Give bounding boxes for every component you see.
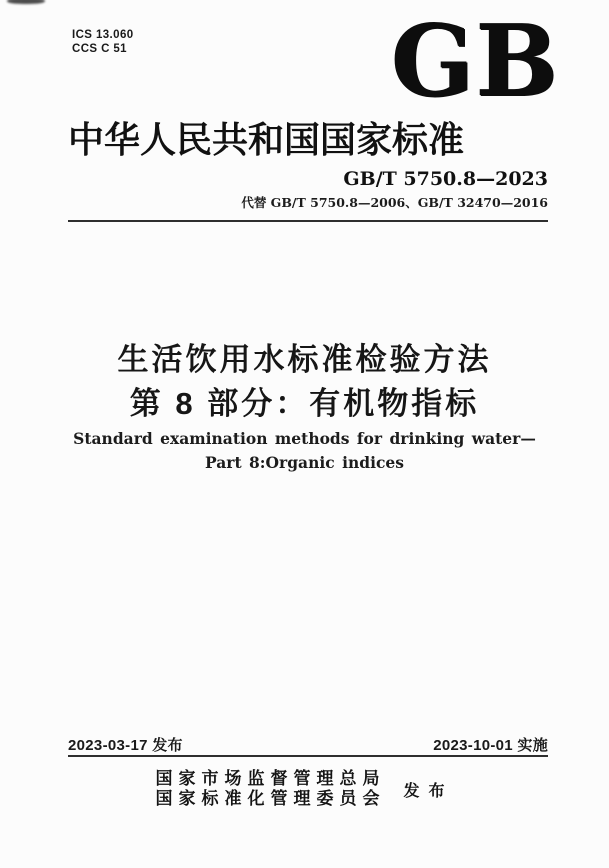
issuer-block bbox=[0, 769, 609, 809]
ccs-code: CCS C 51 bbox=[72, 43, 127, 55]
ics-code: ICS 13.060 bbox=[72, 29, 134, 41]
national-standard-heading-text: 中华人民共和国国家标准 bbox=[68, 119, 465, 161]
issuer-line2: 国家标准化管理委员会 bbox=[155, 789, 386, 809]
issue-date: 2023-03-17 发布 bbox=[68, 737, 183, 754]
title-chinese-line1: 生活饮用水标准检验方法 bbox=[117, 342, 492, 377]
title-chinese-line2: 第 8 部分：有机物指标 bbox=[129, 386, 480, 421]
issuer-names bbox=[155, 769, 385, 809]
scan-smudge-artifact bbox=[7, 0, 45, 4]
dates-row bbox=[68, 734, 548, 755]
replaces-note: 代替 GB/T 5750.8—2006、GB/T 32470—2016 bbox=[241, 195, 548, 210]
footer-divider-line bbox=[68, 755, 548, 757]
issue-label: 发布 bbox=[403, 780, 454, 800]
issuer-line1: 国家市场监督管理总局 bbox=[155, 769, 386, 789]
standard-code: GB/T 5750.8—2023 bbox=[343, 168, 548, 190]
classification-codes bbox=[72, 28, 134, 56]
implementation-date: 2023-10-01 实施 bbox=[433, 737, 548, 754]
title-english-line1: Standard examination methods for drinking water— bbox=[73, 429, 536, 448]
standard-code-block bbox=[241, 168, 548, 210]
title-english-line2: Part 8:Organic indices bbox=[205, 453, 404, 472]
header-divider-line bbox=[68, 220, 548, 222]
national-standard-heading bbox=[68, 118, 561, 162]
gb-logo: GB bbox=[390, 4, 559, 119]
